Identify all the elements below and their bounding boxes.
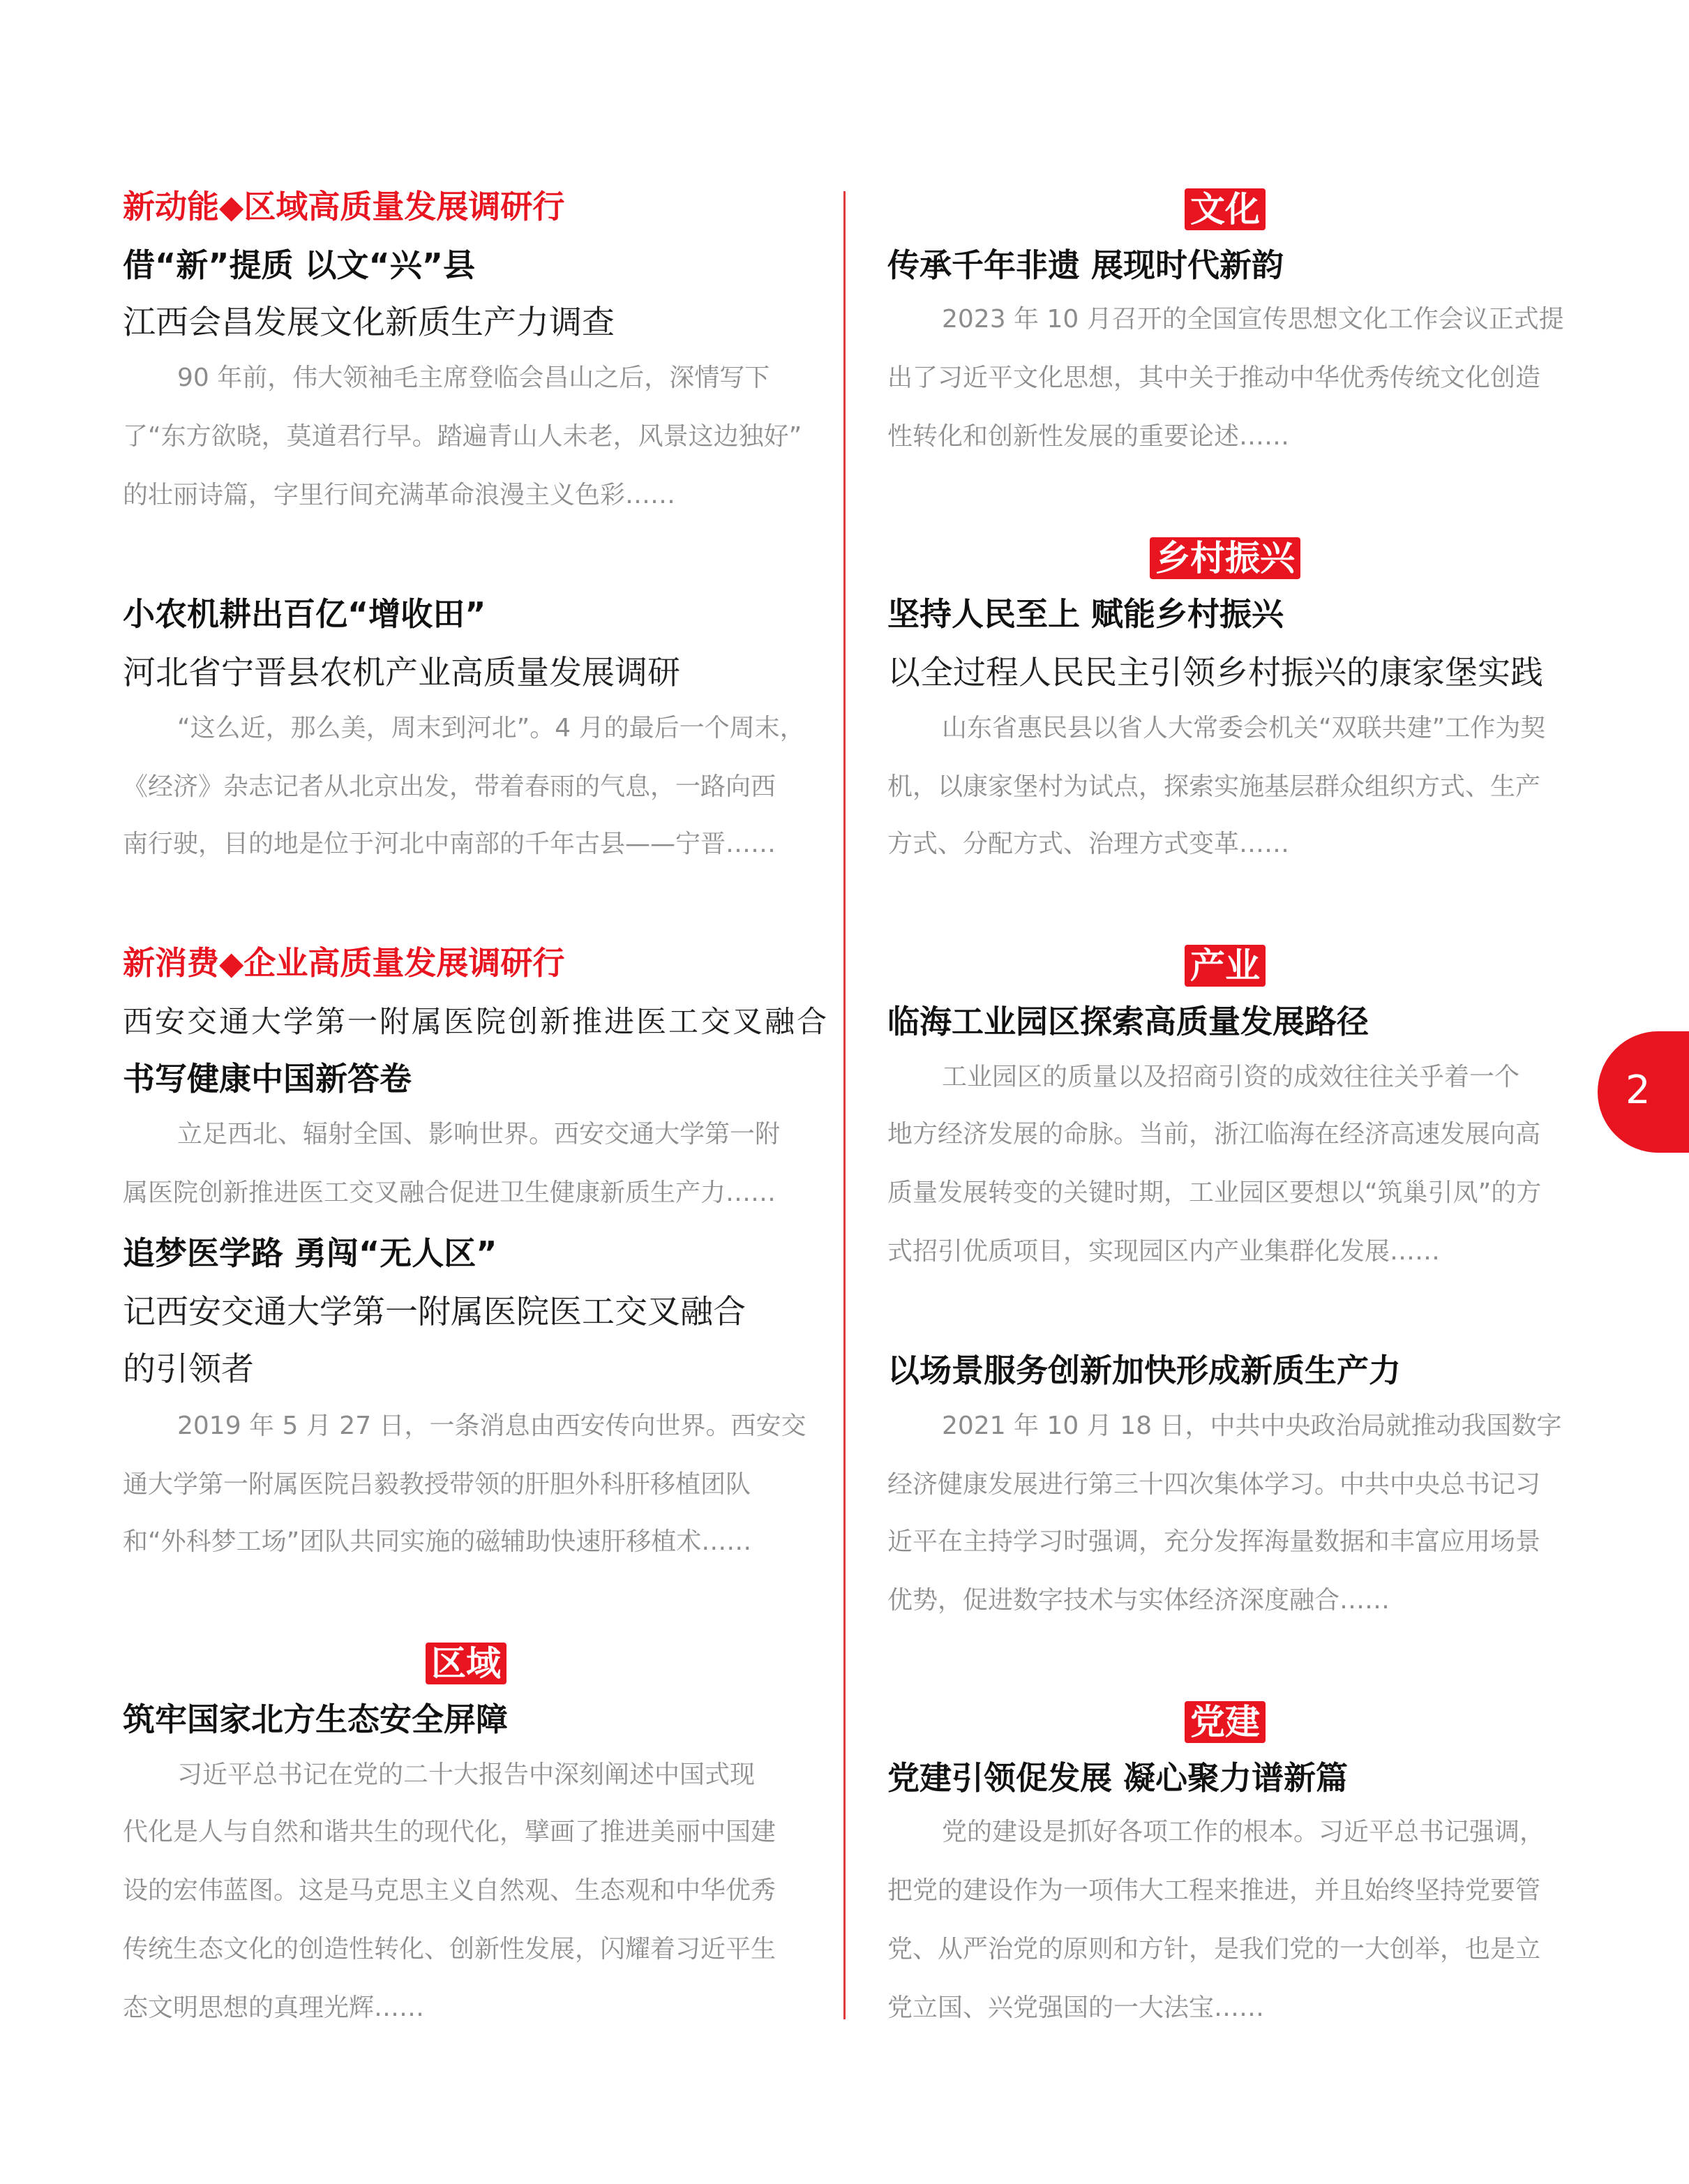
article-body-line: 代化是人与自然和谐共生的现代化，擘画了推进美丽中国建 (123, 1818, 776, 1846)
article-subtitle: 西安交通大学第一附属医院创新推进医工交叉融合 (123, 1005, 829, 1040)
article-title[interactable]: 追梦医学路 勇闯“无人区” (123, 1234, 497, 1272)
article-subtitle: 的引领者 (123, 1350, 254, 1389)
article-body-line: 性转化和创新性发展的重要论述…… (887, 422, 1290, 451)
column-divider (843, 191, 846, 2019)
article-body-line: 近平在主持学习时强调，充分发挥海量数据和丰富应用场景 (887, 1527, 1541, 1556)
article-subtitle: 以全过程人民民主引领乡村振兴的康家堡实践 (887, 654, 1543, 692)
article-body-line: 了“东方欲晓，莫道君行早。踏遍青山人未老，风景这边独好” (123, 422, 802, 451)
article-title[interactable]: 书写健康中国新答卷 (123, 1060, 412, 1098)
article-body-line: 传统生态文化的创造性转化、创新性发展，闪耀着习近平生 (123, 1935, 776, 1964)
article-body-line: 把党的建设作为一项伟大工程来推进，并且始终坚持党要管 (887, 1876, 1541, 1905)
article-body-line: 2019 年 5 月 27 日，一条消息由西安传向世界。西安交 (177, 1412, 806, 1440)
article-body-line: 设的宏伟蓝图。这是马克思主义自然观、生态观和中华优秀 (123, 1876, 776, 1905)
article-body-line: 2023 年 10 月召开的全国宣传思想文化工作会议正式提 (942, 305, 1564, 334)
article-body-line: 山东省惠民县以省人大常委会机关“双联共建”工作为契 (942, 714, 1546, 742)
article-body-line: 习近平总书记在党的二十大报告中深刻阐述中国式现 (177, 1760, 756, 1789)
article-body-line: “这么近，那么美，周末到河北”。4 月的最后一个周末， (177, 714, 805, 742)
article-body-line: 党的建设是抓好各项工作的根本。习近平总书记强调， (942, 1818, 1545, 1846)
article-title[interactable]: 小农机耕出百亿“增收田” (123, 595, 486, 633)
article-body-line: 质量发展转变的关键时期，工业园区要想以“筑巢引凤”的方 (887, 1179, 1542, 1207)
section-kicker: 新动能◆区域高质量发展调研行 (123, 188, 565, 225)
article-title[interactable]: 借“新”提质 以文“兴”县 (123, 246, 475, 284)
article-body-line: 南行驶，目的地是位于河北中南部的千年古县——宁晋…… (123, 830, 776, 858)
article-subtitle: 江西会昌发展文化新质生产力调查 (123, 304, 615, 342)
article-body-line: 党立国、兴党强国的一大法宝…… (887, 1994, 1265, 2022)
article-title[interactable]: 党建引领促发展 凝心聚力谱新篇 (887, 1759, 1349, 1797)
article-body-line: 优势，促进数字技术与实体经济深度融合…… (887, 1586, 1390, 1615)
page-number: 2 (1626, 1068, 1651, 1113)
section-badge: 乡村振兴 (1150, 537, 1300, 579)
article-title[interactable]: 传承千年非遗 展现时代新韵 (887, 246, 1284, 284)
section-kicker: 新消费◆企业高质量发展调研行 (123, 944, 565, 982)
article-body-line: 属医院创新推进医工交叉融合促进卫生健康新质生产力…… (123, 1179, 776, 1207)
article-body-line: 通大学第一附属医院吕毅教授带领的肝胆外科肝移植团队 (123, 1470, 751, 1499)
section-badge: 文化 (1185, 188, 1266, 230)
article-body-line: 党、从严治党的原则和方针，是我们党的一大创举，也是立 (887, 1935, 1541, 1964)
section-badge: 党建 (1185, 1701, 1266, 1743)
article-subtitle: 河北省宁晋县农机产业高质量发展调研 (123, 654, 680, 692)
article-body-line: 工业园区的质量以及招商引资的成效往往关乎着一个 (942, 1063, 1520, 1091)
article-body-line: 式招引优质项目，实现园区内产业集群化发展…… (887, 1237, 1441, 1266)
section-badge: 区域 (426, 1643, 506, 1684)
article-body-line: 和“外科梦工场”团队共同实施的磁辅助快速肝移植术…… (123, 1527, 752, 1556)
article-title[interactable]: 临海工业园区探索高质量发展路径 (887, 1003, 1369, 1040)
article-body-line: 立足西北、辐射全国、影响世界。西安交通大学第一附 (177, 1120, 781, 1149)
article-body-line: 方式、分配方式、治理方式变革…… (887, 830, 1290, 858)
article-body-line: 态文明思想的真理光辉…… (123, 1994, 425, 2022)
section-badge: 产业 (1185, 945, 1266, 987)
article-body-line: 地方经济发展的命脉。当前，浙江临海在经济高速发展向高 (887, 1120, 1541, 1149)
article-subtitle: 记西安交通大学第一附属医院医工交叉融合 (123, 1293, 746, 1331)
article-body-line: 90 年前，伟大领袖毛主席登临会昌山之后，深情写下 (177, 364, 770, 392)
article-title[interactable]: 坚持人民至上 赋能乡村振兴 (887, 595, 1284, 633)
article-body-line: 出了习近平文化思想，其中关于推动中华优秀传统文化创造 (887, 364, 1541, 392)
article-title[interactable]: 以场景服务创新加快形成新质生产力 (887, 1352, 1401, 1389)
article-body-line: 2021 年 10 月 18 日，中共中央政治局就推动我国数字 (942, 1412, 1562, 1440)
article-body-line: 机，以康家堡村为试点，探索实施基层群众组织方式、生产 (887, 772, 1541, 801)
article-title[interactable]: 筑牢国家北方生态安全屏障 (123, 1700, 508, 1738)
article-body-line: 经济健康发展进行第三十四次集体学习。中共中央总书记习 (887, 1470, 1541, 1499)
article-body-line: 《经济》杂志记者从北京出发，带着春雨的气息，一路向西 (123, 772, 776, 801)
article-body-line: 的壮丽诗篇，字里行间充满革命浪漫主义色彩…… (123, 481, 676, 509)
